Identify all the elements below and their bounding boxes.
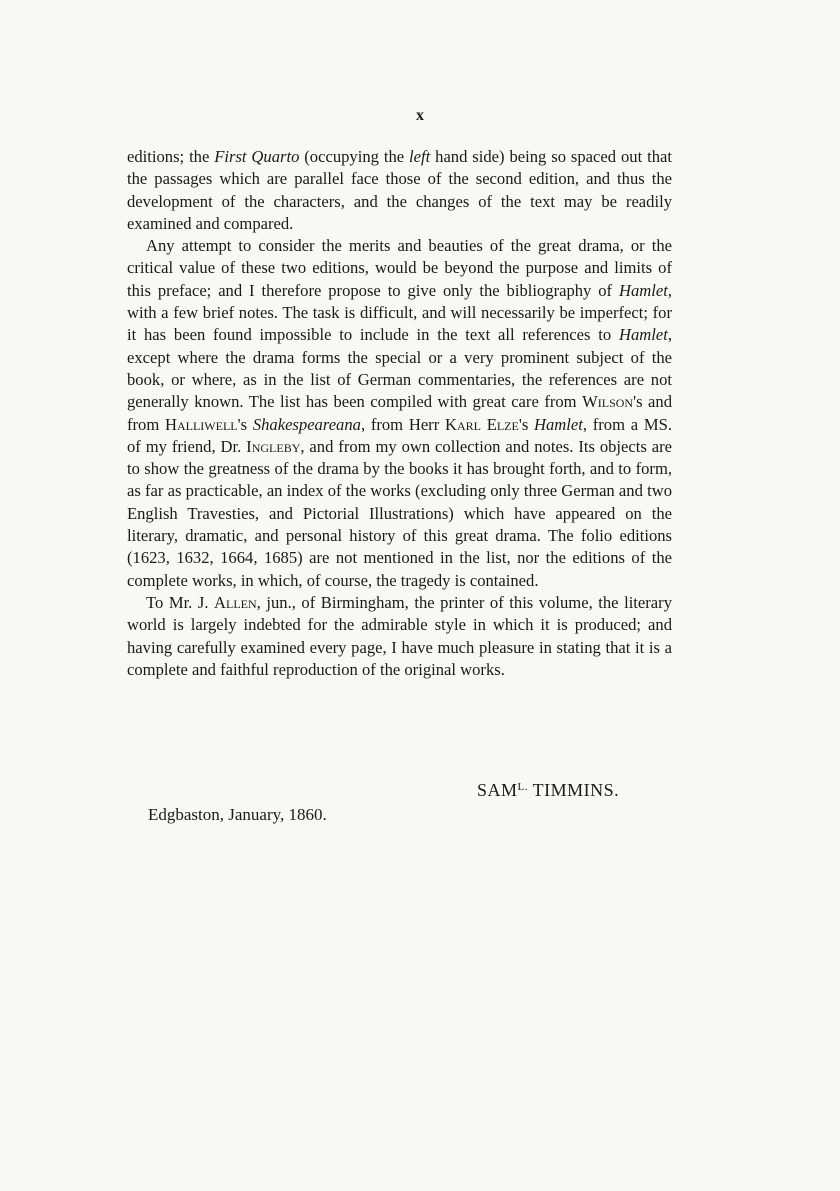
shakespeareana-title: Shakespeareana xyxy=(252,414,361,434)
text-run: hand side) being so spaced out that the passages which are parallel face those of the second edition, and thus the development of the characters, and the changes of the text may be readily examined and compared. xyxy=(127,147,672,233)
text-run: , from Herr xyxy=(360,414,445,434)
preface-text xyxy=(127,146,672,681)
paragraph-1 xyxy=(127,146,672,235)
text-run: 's xyxy=(237,414,253,434)
text-run: , and from my own collection and notes. Its objects are to show the greatness of the drama by the books it has brought forth, and to form, as far as practicable, an index of the works (excluding only three German and two English Travesties, and Pictorial Illustrations) which have appeared on the literary, dramatic, and personal history of this great drama. The folio editions (1623, 1632, 1664, 1685) are not mentioned in the list, nor the editions of the complete works, in which, of course, the tragedy is contained. xyxy=(127,436,672,590)
hamlet-title: Hamlet xyxy=(618,325,668,345)
paragraph-3 xyxy=(127,592,672,681)
name-allen: Allen xyxy=(214,592,257,612)
emphasis-left: left xyxy=(409,147,431,166)
name-ingleby: Ingleby xyxy=(246,436,301,456)
text-run: , except where the drama forms the special or a very prominent subject of the book, or where, as in the list of German commentaries, the references are not generally known. The list has been compiled with great care from xyxy=(127,325,672,412)
hamlet-title: Hamlet xyxy=(618,280,668,300)
signature xyxy=(477,780,619,801)
text-run: Any attempt to consider the merits and beauties of the great drama, or the critical value of these two editions, would be beyond the purpose and limits of this preface; and I therefore propose to give only the bibliography of xyxy=(127,236,672,300)
signature-superscript: L. xyxy=(517,781,528,793)
paragraph-2 xyxy=(127,235,672,592)
name-karl-elze: Karl Elze xyxy=(444,414,519,434)
text-run: , from a MS. of my friend, Dr. xyxy=(127,414,672,456)
text-run: , with a few brief notes. The task is difficult, and will necessarily be imperfect; for it has been found impossible to include in the text all references to xyxy=(127,280,672,345)
place-date: Edgbaston, January, 1860. xyxy=(148,805,327,824)
first-quarto-title: First Quarto xyxy=(214,147,300,166)
text-run: (occupying the xyxy=(299,147,410,166)
text-run: editions; the xyxy=(127,147,215,166)
hamlet-title: Hamlet xyxy=(534,414,583,434)
name-halliwell: Halliwell xyxy=(165,414,238,434)
name-wilson: Wilson xyxy=(582,392,634,412)
text-run: 's and from xyxy=(127,392,672,434)
page-number: x xyxy=(416,107,424,124)
text-run: To Mr. J. xyxy=(146,592,215,612)
signature-part: SAM xyxy=(477,780,518,800)
text-run: , jun., of Birmingham, the printer of this volume, the literary world is largely indebted for the admirable style in which it is produced; and having carefully examined every page, I have much pleasure in stating that it is a complete and faithful reproduction of the original works. xyxy=(127,592,672,679)
signature-part: TIMMINS. xyxy=(528,780,620,800)
text-run: 's xyxy=(518,414,535,434)
